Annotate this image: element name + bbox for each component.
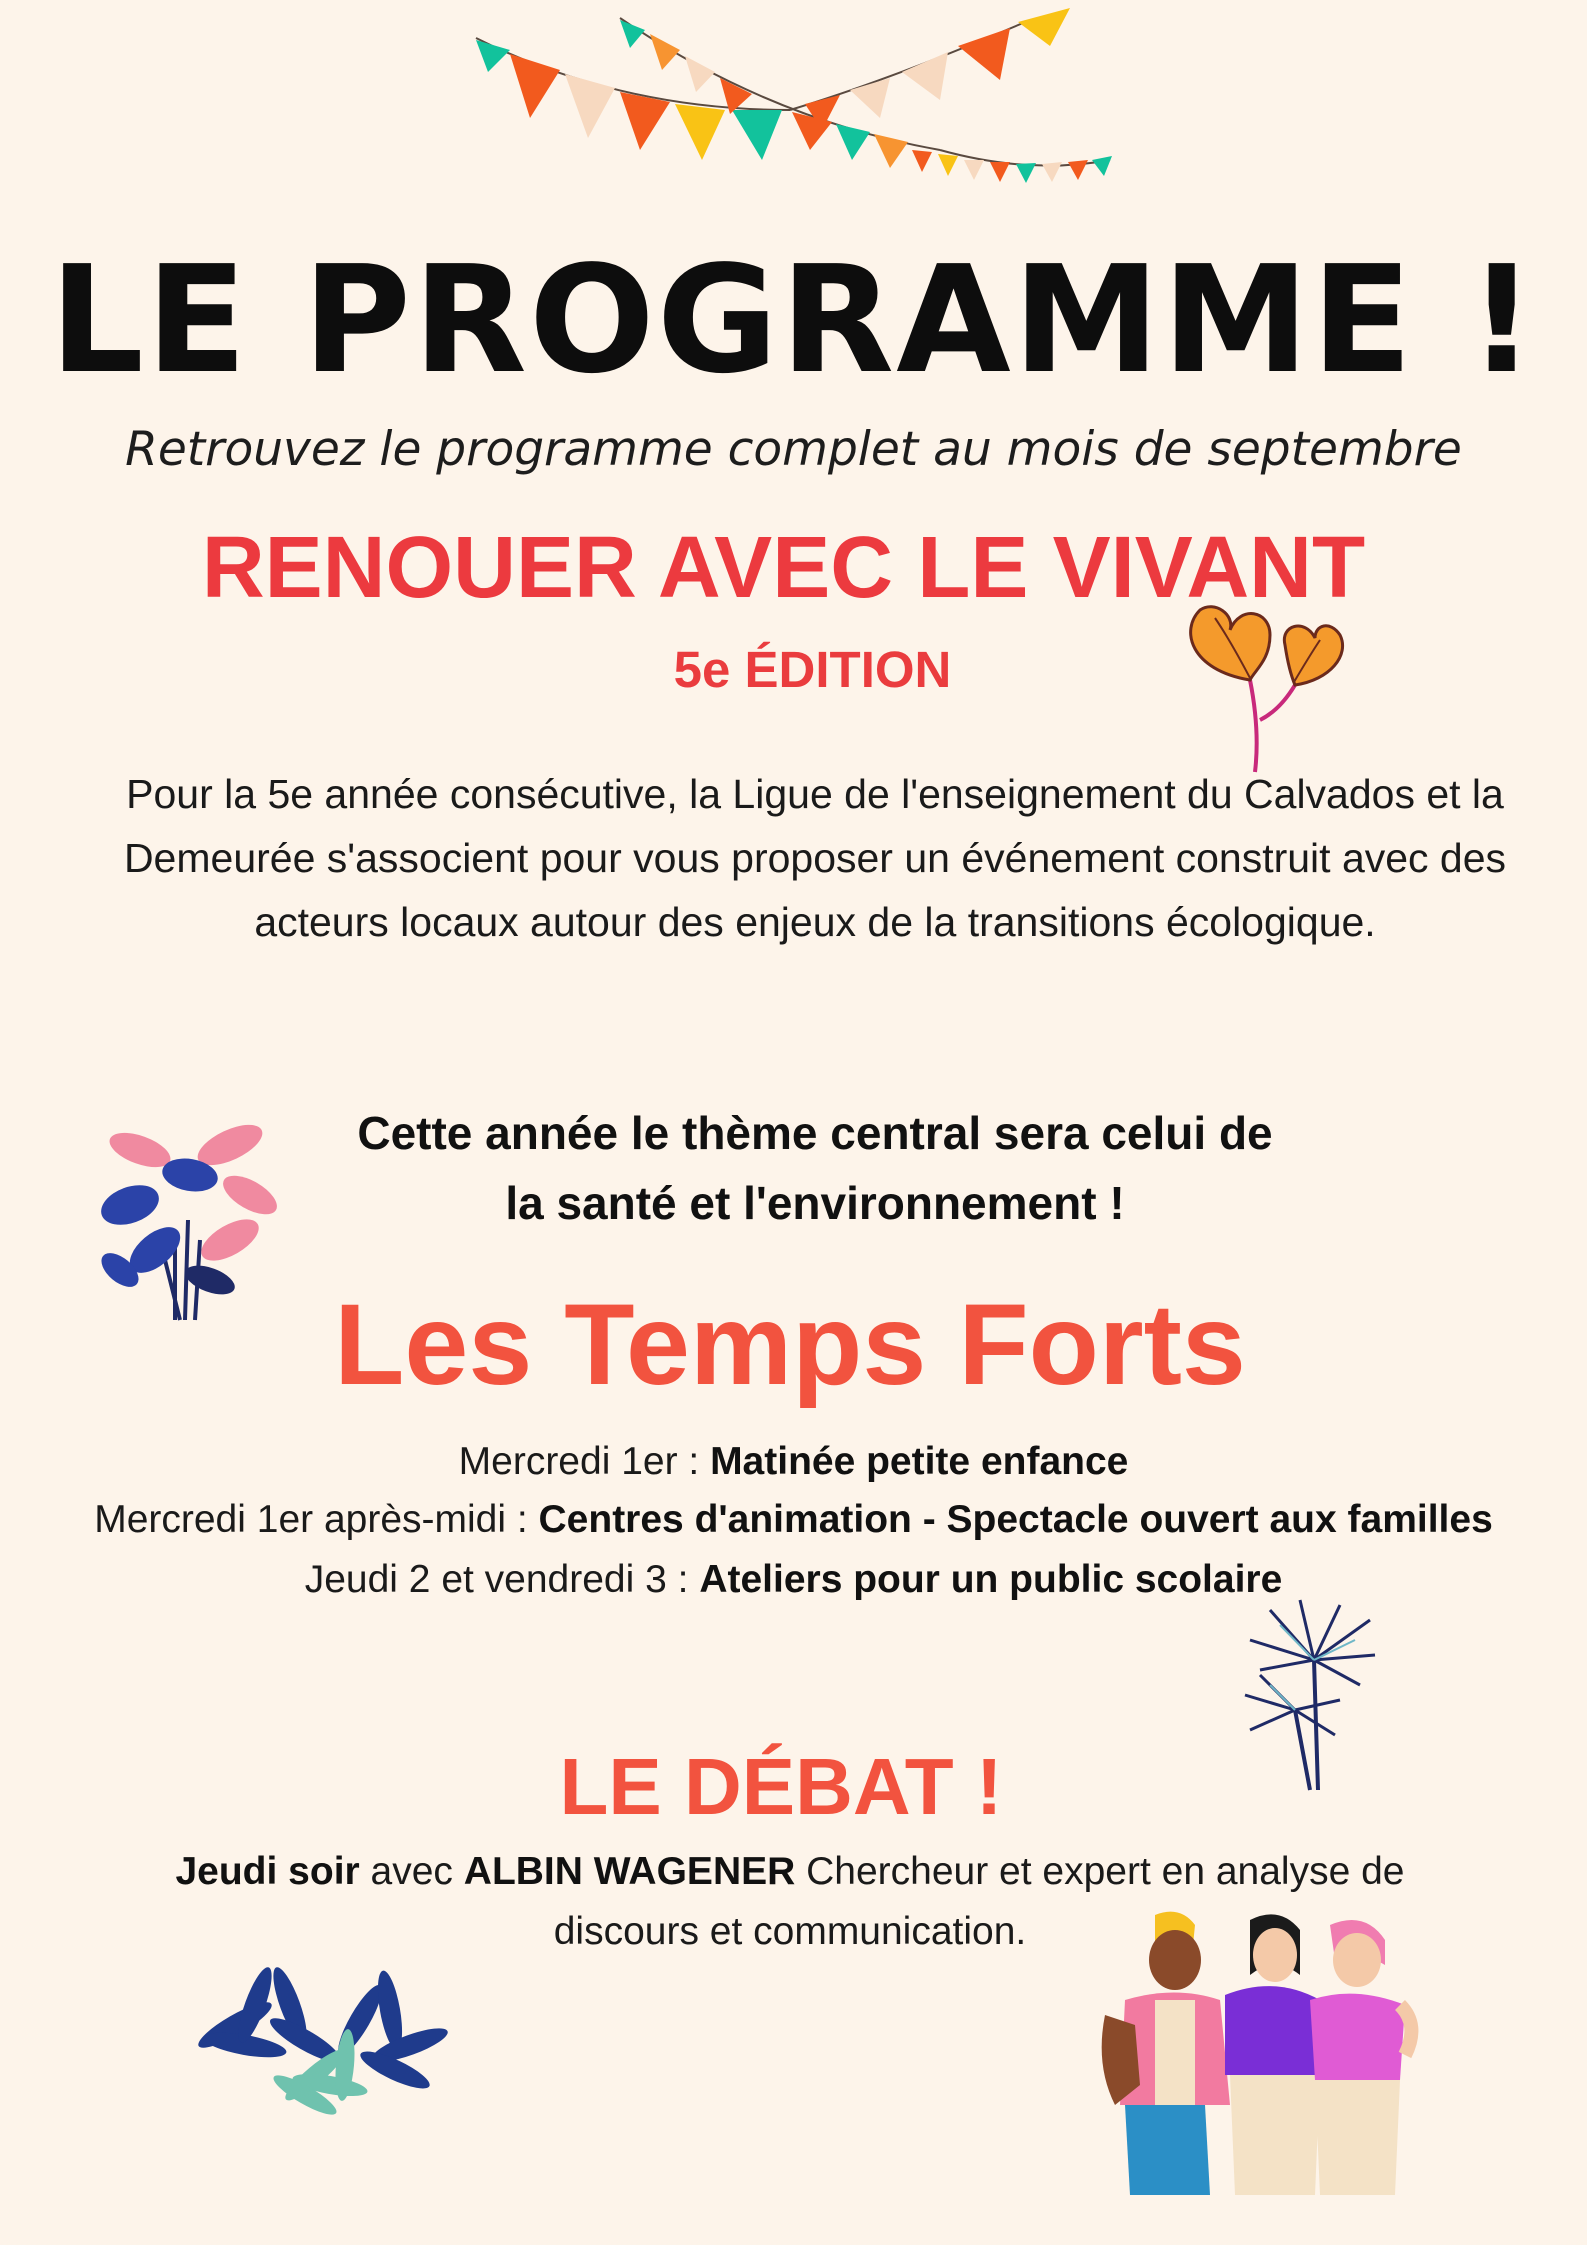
- highlight-when: Mercredi 1er après-midi :: [94, 1498, 539, 1541]
- highlight-what: Matinée petite enfance: [710, 1440, 1129, 1483]
- debat-with: avec: [359, 1850, 464, 1893]
- section-title-temps-forts: Les Temps Forts: [334, 1281, 1246, 1409]
- debat-speaker: ALBIN WAGENER: [463, 1850, 796, 1893]
- edition-label: 5e ÉDITION: [673, 641, 952, 698]
- bunting-icon: [470, 0, 1120, 200]
- theme-line-1: Cette année le thème central sera celui de: [357, 1107, 1273, 1159]
- theme-line-2: la santé et l'environnement !: [505, 1177, 1125, 1229]
- intro-paragraph: Pour la 5e année consécutive, la Ligue de l'enseignement du Calvados et la Demeurée s'associent pour vous proposer un événement construit avec des acteurs locaux autour des enjeux de la transitions écologique.: [123, 771, 1507, 945]
- highlight-when: Mercredi 1er :: [458, 1440, 711, 1483]
- theme-statement: [200, 1098, 1430, 1238]
- highlight-item: [0, 1433, 1587, 1491]
- heart-leaves-icon: [1180, 600, 1350, 775]
- highlight-item: [0, 1491, 1587, 1549]
- page-subtitle: Retrouvez le programme complet au mois de septembre: [125, 422, 1462, 477]
- highlight-what: Ateliers pour un public scolaire: [699, 1558, 1283, 1601]
- debat-when: Jeudi soir: [175, 1850, 360, 1893]
- event-headline: RENOUER AVEC LE VIVANT: [201, 519, 1366, 616]
- section-title-debat: LE DÉBAT !: [559, 1742, 1003, 1831]
- page-title: LE PROGRAMME !: [49, 234, 1538, 406]
- fan-leaves-icon: [195, 1965, 450, 2115]
- highlight-what: Centres d'animation - Spectacle ouvert aux familles: [538, 1498, 1493, 1541]
- highlight-when: Jeudi 2 et vendredi 3 :: [304, 1558, 700, 1601]
- group-of-friends-illustration: [1085, 1905, 1430, 2205]
- debat-speaker-description: Chercheur et expert en analyse de discours et communication.: [553, 1850, 1405, 1953]
